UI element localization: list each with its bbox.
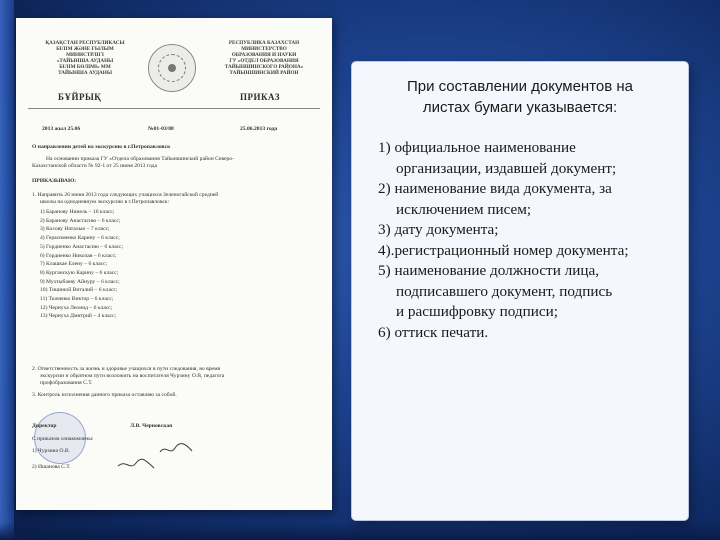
list-item-line: 4).регистрационный номер документа; <box>378 241 629 259</box>
doc-basis-line: Казахстанской области № 92-1 от 25 июня 2013 года <box>32 163 157 169</box>
signature-icon <box>158 442 194 456</box>
list-item-line: подписавшего документ, подпись <box>396 282 613 300</box>
header-divider <box>28 108 320 109</box>
list-item <box>378 241 680 262</box>
student-item: 6) Гордиенко Николая – 6 класс; <box>40 252 117 259</box>
student-item: 7) Клашкае Елену – 6 класс; <box>40 261 108 268</box>
header-left-line: ТАЙЫНША АУДАНЫ <box>58 70 112 76</box>
doc-point2-line: экскурсии и обратном пути возложить на воспитателя Чурзину О.В, педагога <box>40 373 225 379</box>
doc-header-right <box>206 40 322 76</box>
doc-point1-line: школы на однодневную экскурсию в г.Петропавловск: <box>40 199 170 205</box>
list-item-line: 6) оттиск печати. <box>378 323 489 341</box>
header-right-line: ТАЙЫНШИНСКОГО РАЙОНА» <box>224 64 304 70</box>
list-item <box>378 261 680 323</box>
signer-name: Л.В. Черновская <box>130 423 173 429</box>
header-left-line: БІЛІМ БӨЛІМІ» ММ <box>59 64 111 70</box>
slide-heading <box>372 76 668 118</box>
doc-date-right: 25.06.2013 года <box>240 126 278 132</box>
student-item: 11) Ткаченко Виктор – 6 класс; <box>40 296 114 303</box>
doc-point1-line: 1. Направить 26 июня 2013 года следующих учащихся Зеленогайской средней <box>32 192 219 198</box>
list-item-line: исключением писем; <box>396 200 532 218</box>
doc-basis-line: На основании приказа ГУ «Отдела образования Тайыншинский район Северо- <box>46 156 234 162</box>
state-emblem-icon <box>148 44 196 92</box>
student-item: 9) Мухтыбаеву Айнуру – 6 класс; <box>40 278 120 285</box>
header-right-line: ТАЙЫНШИНСКИЙ РАЙОН <box>229 70 299 76</box>
list-item <box>378 138 680 179</box>
list-item-line: 3) дату документа; <box>378 221 499 238</box>
doc-type-right: ПРИКАЗ <box>240 92 281 102</box>
left-decor-strip <box>0 0 14 540</box>
acquainted-person: 1) Чурзина О.В. <box>32 448 71 454</box>
requirements-list <box>378 138 680 343</box>
acquainted-label: С приказом ознакомлены: <box>32 436 94 442</box>
order-document-scan <box>16 18 332 510</box>
student-item: 13) Чернуха Дмитрий – 4 класс; <box>40 313 117 320</box>
list-item-line: организации, издавшей документ; <box>396 159 617 177</box>
list-item <box>378 220 680 241</box>
doc-point3: 3. Контроль исполнения данного приказа оставляю за собой. <box>32 392 177 398</box>
signature-icon <box>116 458 156 472</box>
header-left-line: БІЛІМ ЖӘНЕ ҒЫЛЫМ <box>56 46 114 52</box>
student-item: 10) Тишиной Виталий – 6 класс; <box>40 287 118 294</box>
header-right-line: РЕСПУБЛИКА КАЗАХСТАН <box>228 40 300 46</box>
student-item: 3) Косову Наталью – 7 класс; <box>40 226 110 233</box>
list-item <box>378 323 680 344</box>
list-item-line: 5) наименование должности лица, <box>378 262 599 279</box>
heading-line: При составлении документов на <box>406 78 634 95</box>
list-item-line: 2) наименование вида документа, за <box>378 180 612 197</box>
student-list <box>40 208 123 321</box>
doc-date-left: 2013 жыл 25.06 <box>42 126 81 132</box>
doc-header-left <box>30 40 140 76</box>
doc-order-word: ПРИКАЗЫВАЮ: <box>32 178 77 184</box>
student-item: 2) Баранову Анастасию – 6 класс; <box>40 217 121 224</box>
doc-type-left: БҰЙРЫҚ <box>58 92 102 102</box>
doc-number: №01-03/88 <box>148 126 174 132</box>
bottom-decor-band <box>0 522 720 540</box>
list-item-line: 1) официальное наименование <box>378 139 576 156</box>
student-item: 1) Баранову Нинель – 10 класс; <box>40 209 115 215</box>
doc-subject: О направлении детей на экскурсию в г.Петропавловск <box>32 144 171 150</box>
student-item: 12) Чернуха Леонид – 6 класс; <box>40 304 113 311</box>
acquainted-person: 2) Ишанова С.Т. <box>32 464 71 470</box>
student-item: 8) Курганскую Карину – 6 класс; <box>40 269 119 276</box>
signer-title: Директор <box>32 423 57 429</box>
list-item-line: и расшифровку подписи; <box>396 303 558 320</box>
heading-line: листах бумаги указывается: <box>422 99 618 116</box>
header-left-line: ҚАЗАҚСТАН РЕСПУБЛИКАСЫ <box>45 40 125 46</box>
header-right-line: ГУ «ОТДЕЛ ОБРАЗОВАНИЯ <box>229 58 299 64</box>
doc-point2-line: 2. Ответственность за жизнь и здоровье учащихся в пути следования, во время <box>32 366 221 372</box>
header-left-line: «ТАЙЫНША АУДАНЫ <box>56 58 114 64</box>
header-left-line: МИНИСТРЛІГІ <box>66 52 104 58</box>
student-item: 5) Гордиенко Анастасию – 6 класс; <box>40 243 124 250</box>
student-item: 4) Герасименко Карину – 6 класс; <box>40 235 120 242</box>
header-right-line: МИНИСТЕРСТВО <box>241 46 287 52</box>
doc-point2-line: профобразования С.Т. <box>40 380 93 386</box>
list-item <box>378 179 680 220</box>
header-right-line: ОБРАЗОВАНИЯ И НАУКИ <box>231 52 297 58</box>
